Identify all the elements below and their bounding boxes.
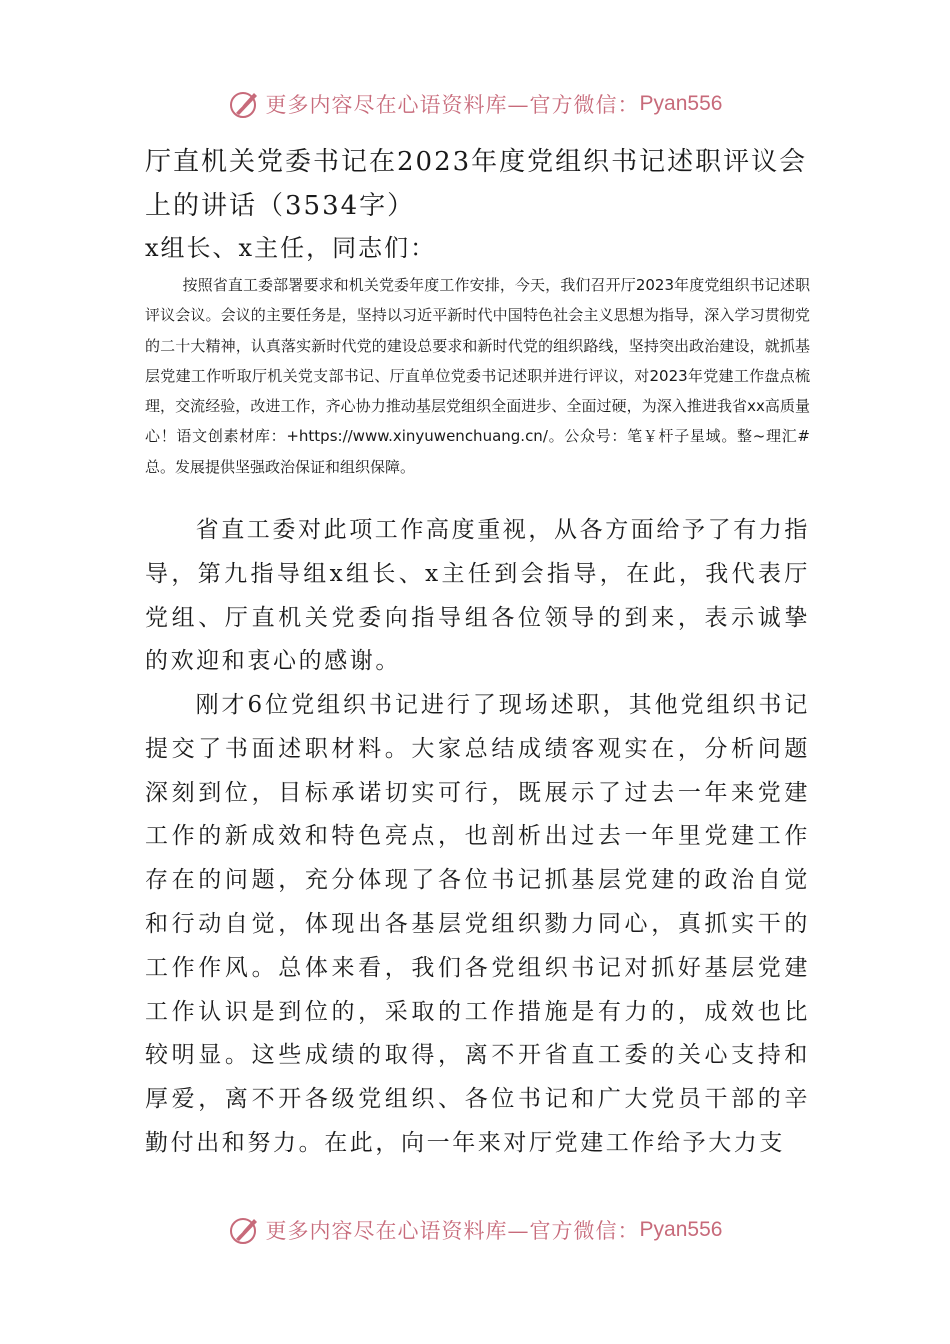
salutation: x组长、x主任，同志们： (145, 234, 437, 262)
body-paragraph-1: 省直工委对此项工作高度重视，从各方面给予了有力指导，第九指导组x组长、x主任到会指导，在此，我代表厅党组、厅直机关党委向指导组各位领导的到来，表示诚挚的欢迎和衷心的感谢。 (145, 517, 810, 675)
banner-account: Pyan556 (639, 1218, 723, 1241)
body-paragraph-2: 刚才6位党组织书记进行了现场述职，其他党组织书记提交了书面述职材料。大家总结成绩客观实在，分析问题深刻到位，目标承诺切实可行，既展示了过去一年来党建工作的新成效和特色亮点，也剖析出过去一年里党建工作存在的问题，充分体现了各位书记抓基层党建的政治自觉和行动自觉，体现出各基层党组织勠力同心，真抓实干的工作作风。总体来看，我们各党组织书记对抓好基层党建工作认识是到位的，采取的工作措施是有力的，成效也比较明显。这些成绩的取得，离不开省直工委的关心支持和厚爱，离不开各级党组织、各位书记和广大党员干部的辛勤付出和努力。在此，向一年来对厅党建工作给予大力支 (145, 692, 810, 1156)
footer-watermark-banner (0, 1210, 950, 1250)
intro-paragraph: 按照省直工委部署要求和机关党委年度工作安排，今天，我们召开厅2023年度党组织书记述职评议会议。会议的主要任务是，坚持以习近平新时代中国特色社会主义思想为指导，深入学习贯彻党的二十大精神，认真落实新时代党的建设总要求和新时代党的组织路线，坚持突出政治建设，就抓基层党建工作听取厅机关党支部书记、厅直单位党委书记述职并进行评议，对2023年党建工作盘点梳理，交流经验，改进工作，齐心协力推动基层党组织全面进步、全面过硬，为深入推进我省xx高质量心！语文创素材库：+https://www.xinyuwenchuang.cn/。公众号：笔￥杆子星域。整~理汇#总。发展提供坚强政治保证和组织保障。 (145, 276, 810, 476)
banner-account: Pyan556 (639, 92, 723, 115)
document-title: 厅直机关党委书记在2023年度党组织书记述职评议会上的讲话（3534字） (145, 147, 808, 221)
banner-text: 更多内容尽在心语资料库—官方微信： (265, 1219, 640, 1243)
quill-pen-icon (228, 87, 262, 121)
header-watermark-banner (0, 84, 950, 124)
banner-text: 更多内容尽在心语资料库—官方微信： (265, 93, 640, 117)
quill-pen-icon (228, 1213, 262, 1247)
